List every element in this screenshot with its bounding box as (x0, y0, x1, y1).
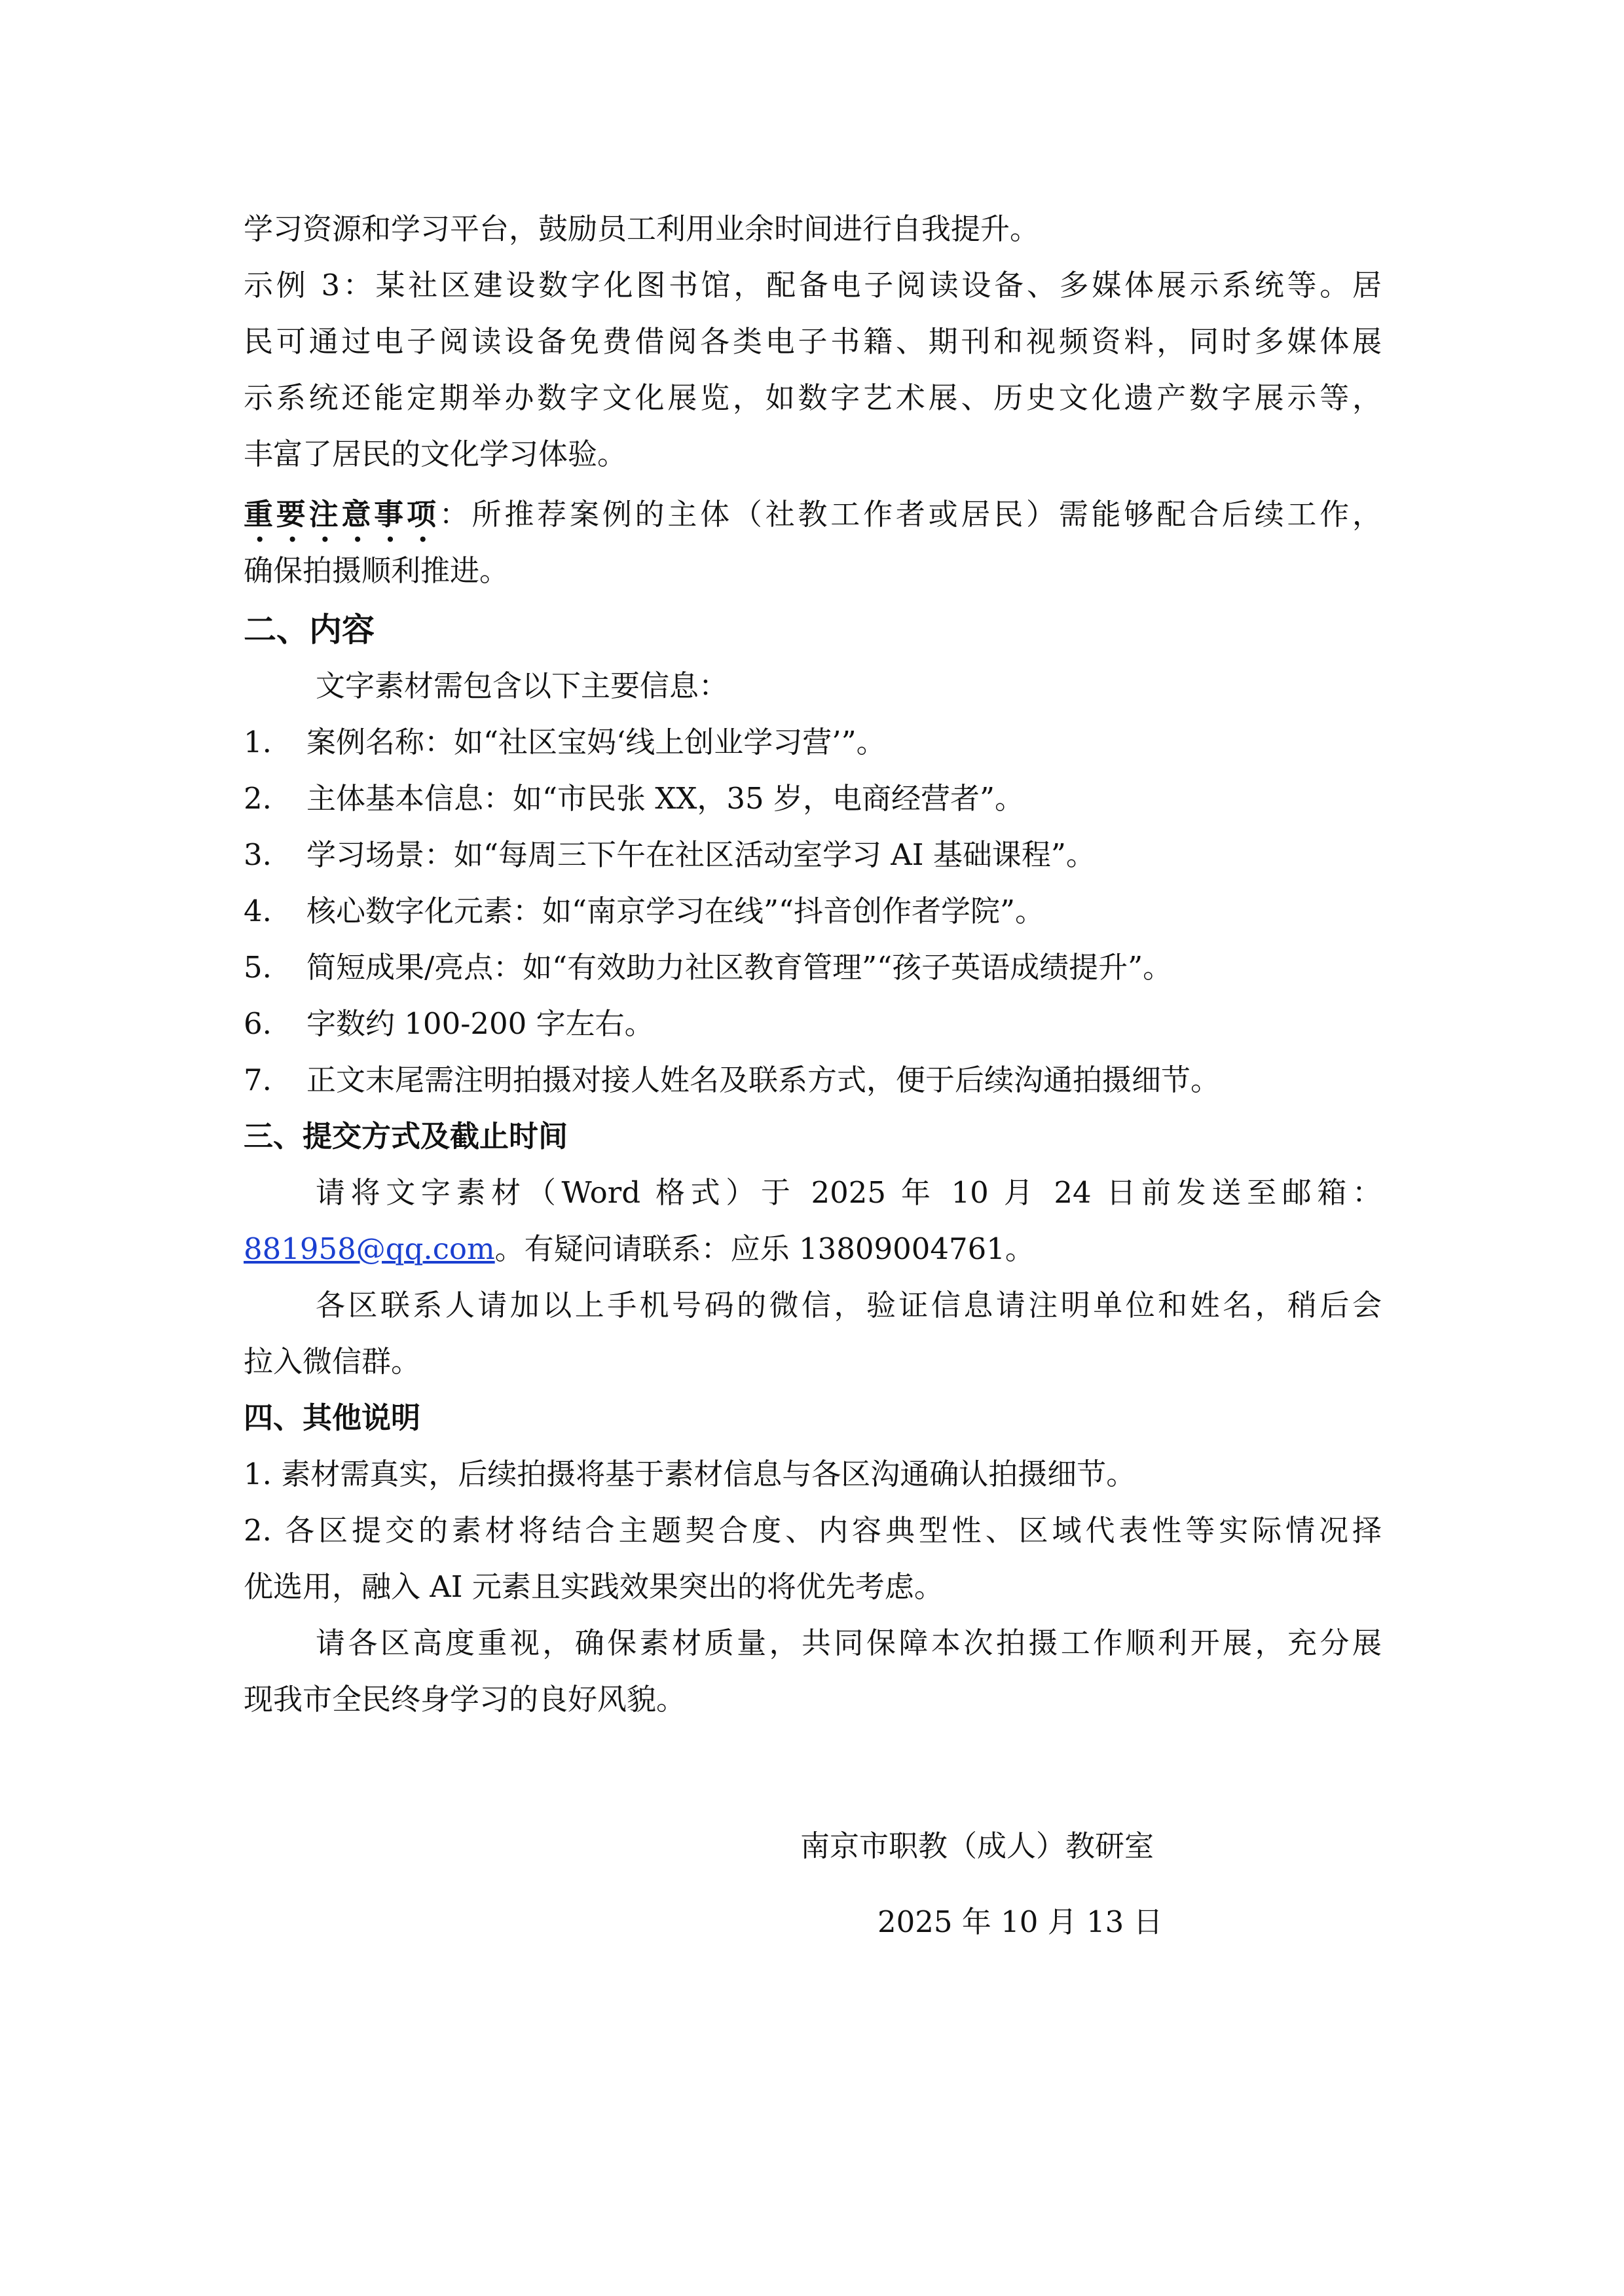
list-number: 1. (244, 725, 272, 759)
section-intro: 文字素材需包含以下主要信息： (316, 668, 729, 703)
list-number: 3. (244, 837, 272, 872)
closing-line: 现我市全民终身学习的良好风貌。 (244, 1682, 686, 1717)
list-item (244, 835, 1096, 875)
notice-label: 重要注意事项 (244, 497, 439, 532)
list-text: 核心数字化元素：如“南京学习在线”“抖音创作者学院”。 (306, 894, 1045, 928)
list-number: 6. (244, 1006, 272, 1041)
closing-line: 请各区高度重视，确保素材质量，共同保障本次拍摄工作顺利开展，充分展 (316, 1626, 1382, 1660)
note-item: 优选用，融入 AI 元素且实践效果突出的将优先考虑。 (244, 1569, 944, 1604)
paragraph-line: 学习资源和学习平台，鼓励员工利用业余时间进行自我提升。 (244, 211, 1040, 246)
example-3-line: 丰富了居民的文化学习体验。 (244, 437, 627, 471)
email-link[interactable]: 881958@qq.com (244, 1231, 495, 1266)
list-number: 2. (244, 781, 272, 816)
list-number: 5. (244, 950, 272, 985)
list-item (244, 723, 886, 762)
list-text: 学习场景：如“每周三下午在社区活动室学习 AI 基础课程”。 (306, 837, 1096, 872)
submission-line: 拉入微信群。 (244, 1344, 421, 1379)
submission-line: 请将文字素材（Word 格式）于 2025 年 10 月 24 日前发送至邮箱： (316, 1175, 1382, 1210)
list-text: 简短成果/亮点：如“有效助力社区教育管理”“孩子英语成绩提升”。 (306, 950, 1173, 985)
example-3-line: 示例 3：某社区建设数字化图书馆，配备电子阅读设备、多媒体展示系统等。居 (244, 268, 1382, 302)
list-item (244, 948, 1172, 987)
list-number: 4. (244, 894, 272, 928)
submission-line (244, 1230, 1035, 1269)
notice-line: 确保拍摄顺利推进。 (244, 553, 509, 588)
notice-line (244, 495, 1382, 534)
section-heading: 二、内容 (244, 611, 375, 649)
list-text: 正文末尾需注明拍摄对接人姓名及联系方式，便于后续沟通拍摄细节。 (306, 1063, 1221, 1097)
contact-text: 。有疑问请联系：应乐 13809004761。 (494, 1231, 1035, 1266)
submission-line: 各区联系人请加以上手机号码的微信，验证信息请注明单位和姓名，稍后会 (316, 1288, 1382, 1322)
list-item (244, 779, 1024, 818)
signature-org: 南京市职教（成人）教研室 (800, 1829, 1154, 1863)
list-item (244, 1004, 654, 1044)
note-item: 1. 素材需真实，后续拍摄将基于素材信息与各区沟通确认拍摄细节。 (244, 1457, 1136, 1491)
list-text: 案例名称：如“社区宝妈‘线上创业学习营’”。 (306, 725, 886, 759)
note-item: 2. 各区提交的素材将结合主题契合度、内容典型性、区域代表性等实际情况择 (244, 1513, 1382, 1548)
example-3-line: 示系统还能定期举办数字文化展览，如数字艺术展、历史文化遗产数字展示等， (244, 380, 1382, 415)
list-number: 7. (244, 1063, 272, 1097)
section-heading: 三、提交方式及截止时间 (244, 1119, 568, 1154)
notice-text: ：所推荐案例的主体（社教工作者或居民）需能够配合后续工作， (439, 497, 1382, 532)
example-3-line: 民可通过电子阅读设备免费借阅各类电子书籍、期刊和视频资料，同时多媒体展 (244, 324, 1382, 359)
signature-date: 2025 年 10 月 13 日 (877, 1904, 1163, 1939)
list-text: 字数约 100-200 字左右。 (306, 1006, 654, 1041)
list-text: 主体基本信息：如“市民张 XX，35 岁，电商经营者”。 (306, 781, 1024, 816)
list-item (244, 892, 1044, 931)
section-heading: 四、其他说明 (244, 1400, 421, 1435)
list-item (244, 1061, 1220, 1100)
